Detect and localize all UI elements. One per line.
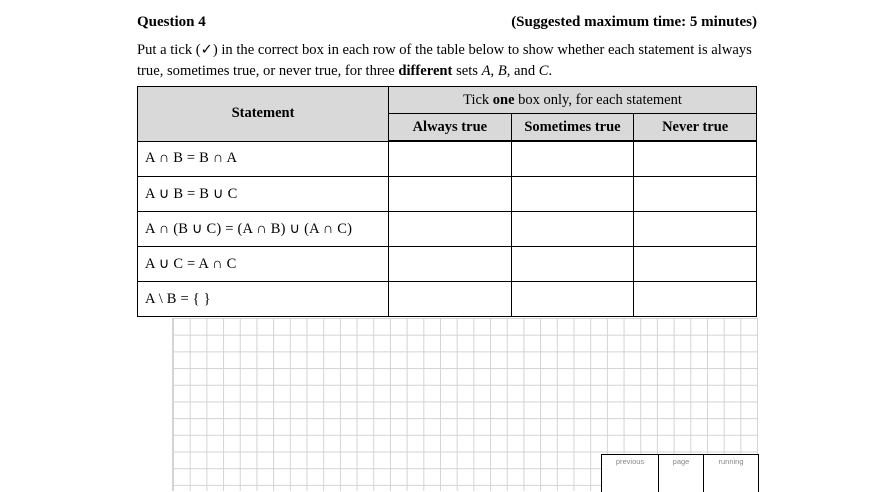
instructions-end: . — [548, 63, 553, 79]
statement-cell: A ∪ B = B ∪ C — [138, 177, 389, 212]
tick-box-always[interactable] — [389, 282, 512, 317]
tick-box-always[interactable] — [389, 177, 512, 212]
tick-box-always[interactable] — [389, 247, 512, 282]
tick-instruction-header — [389, 87, 757, 114]
statement-header: Statement — [138, 87, 389, 142]
statement-cell: A ∪ C = A ∩ C — [138, 247, 389, 282]
statement-cell: A ∩ B = B ∩ A — [138, 141, 389, 177]
table-row — [138, 141, 757, 177]
page-navigation — [601, 454, 759, 492]
set-a-label: A — [481, 63, 491, 79]
column-never-true: Never true — [634, 114, 757, 142]
instructions-text-2: sets — [452, 63, 482, 79]
table-row — [138, 212, 757, 247]
table-row — [138, 282, 757, 317]
tick-header-post: box only, for each statement — [514, 91, 682, 108]
tick-box-never[interactable] — [634, 247, 757, 282]
tick-header-bold: one — [492, 91, 515, 108]
tick-box-never[interactable] — [634, 282, 757, 317]
page-cell[interactable]: page — [659, 455, 704, 492]
tick-box-never[interactable] — [634, 177, 757, 212]
statement-cell: A ∩ (B ∪ C) = (A ∩ B) ∪ (A ∩ C) — [138, 212, 389, 247]
set-c-label: C — [538, 63, 549, 79]
set-b-label: B — [497, 63, 507, 79]
column-always-true: Always true — [389, 114, 512, 142]
tick-box-never[interactable] — [634, 141, 757, 177]
question-header — [137, 14, 757, 36]
tick-box-never[interactable] — [634, 212, 757, 247]
instructions-sep-2: , and — [506, 63, 539, 79]
instructions-emphasis: different — [398, 63, 453, 79]
table-row — [138, 247, 757, 282]
previous-cell[interactable]: previous — [602, 455, 659, 492]
table-row — [138, 177, 757, 212]
tick-box-always[interactable] — [389, 212, 512, 247]
question-title: Question 4 — [137, 14, 206, 30]
tick-box-sometimes[interactable] — [511, 177, 634, 212]
tick-box-sometimes[interactable] — [511, 247, 634, 282]
question-instructions — [137, 40, 762, 82]
statement-cell: A \ B = { } — [138, 282, 389, 317]
instructions-text-1: Put a tick (✓) in the correct box in each row of the table below to show whether each statement is always true, sometimes true, or never true, for three — [137, 42, 752, 79]
column-sometimes-true: Sometimes true — [511, 114, 634, 142]
tick-box-sometimes[interactable] — [511, 141, 634, 177]
instructions-sep-1: , — [490, 63, 498, 79]
running-cell[interactable]: running — [718, 457, 744, 466]
tick-header-pre: Tick — [463, 91, 493, 108]
tick-box-sometimes[interactable] — [511, 282, 634, 317]
suggested-time: (Suggested maximum time: 5 minutes) — [511, 14, 757, 30]
tick-box-always[interactable] — [389, 141, 512, 177]
tick-table — [137, 86, 757, 317]
tick-box-sometimes[interactable] — [511, 212, 634, 247]
